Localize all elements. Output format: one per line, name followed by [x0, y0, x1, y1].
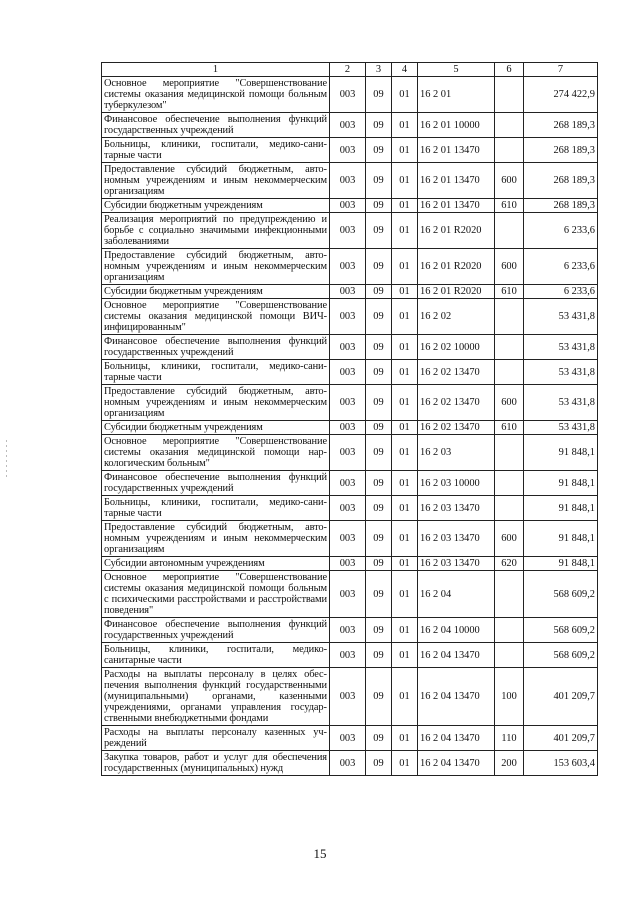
- row-expense-type: 620: [495, 557, 524, 571]
- row-target-article: 16 2 01 13470: [418, 138, 495, 163]
- row-subsection-code: 01: [392, 138, 418, 163]
- row-name: Расходы на выплаты персоналу в целях обеспечения выполнения функций государственными (муниципальными) органами, казенными учреждениями, органами управления государственными внебюджетными фондами: [102, 668, 330, 726]
- row-subsection-code: 01: [392, 496, 418, 521]
- page-number: 15: [313, 846, 327, 861]
- row-amount: 153 603,4: [524, 751, 598, 776]
- table-row: [102, 385, 598, 421]
- table-row: [102, 360, 598, 385]
- row-section-code: 09: [366, 138, 392, 163]
- row-section-code: 09: [366, 471, 392, 496]
- row-amount: 568 609,2: [524, 618, 598, 643]
- table-row: [102, 138, 598, 163]
- row-name: Финансовое обеспечение выполнения функций государственных учреждений: [102, 335, 330, 360]
- header-row: [102, 63, 598, 77]
- row-target-article: 16 2 02 13470: [418, 385, 495, 421]
- row-target-article: 16 2 04 10000: [418, 618, 495, 643]
- row-expense-type: 600: [495, 249, 524, 285]
- row-subsection-code: 01: [392, 726, 418, 751]
- row-name: Финансовое обеспечение выполнения функций государственных учреждений: [102, 471, 330, 496]
- row-name: Предоставление субсидий бюджетным, автономным учреждениям и иным некоммерческим организациям: [102, 163, 330, 199]
- row-target-article: 16 2 03 10000: [418, 471, 495, 496]
- row-expense-type: [495, 571, 524, 618]
- row-amount: 91 848,1: [524, 521, 598, 557]
- row-amount: 91 848,1: [524, 435, 598, 471]
- row-section-code: 09: [366, 113, 392, 138]
- row-amount: 568 609,2: [524, 643, 598, 668]
- row-section-code: 09: [366, 421, 392, 435]
- row-target-article: 16 2 02: [418, 299, 495, 335]
- budget-table: [101, 62, 598, 776]
- row-admin-code: 003: [330, 113, 366, 138]
- row-amount: 6 233,6: [524, 285, 598, 299]
- row-name: Субсидии бюджетным учреждениям: [102, 285, 330, 299]
- row-admin-code: 003: [330, 138, 366, 163]
- table-row: [102, 435, 598, 471]
- row-section-code: 09: [366, 521, 392, 557]
- row-section-code: 09: [366, 163, 392, 199]
- row-expense-type: 200: [495, 751, 524, 776]
- row-subsection-code: 01: [392, 643, 418, 668]
- row-subsection-code: 01: [392, 163, 418, 199]
- row-section-code: 09: [366, 668, 392, 726]
- table-row: [102, 471, 598, 496]
- row-expense-type: [495, 360, 524, 385]
- row-expense-type: [495, 299, 524, 335]
- table-row: [102, 643, 598, 668]
- row-subsection-code: 01: [392, 668, 418, 726]
- table-row: [102, 199, 598, 213]
- row-name: Субсидии автономным учреждениям: [102, 557, 330, 571]
- row-subsection-code: 01: [392, 360, 418, 385]
- row-admin-code: 003: [330, 643, 366, 668]
- header-col-2: 2: [330, 63, 366, 77]
- row-section-code: 09: [366, 335, 392, 360]
- row-expense-type: [495, 471, 524, 496]
- row-section-code: 09: [366, 435, 392, 471]
- row-admin-code: 003: [330, 77, 366, 113]
- row-admin-code: 003: [330, 213, 366, 249]
- row-target-article: 16 2 04 13470: [418, 643, 495, 668]
- row-subsection-code: 01: [392, 385, 418, 421]
- row-expense-type: 600: [495, 521, 524, 557]
- row-name: Больницы, клиники, госпитали, медико-санитарные части: [102, 496, 330, 521]
- row-target-article: 16 2 02 13470: [418, 360, 495, 385]
- table-row: [102, 571, 598, 618]
- row-subsection-code: 01: [392, 521, 418, 557]
- row-name: Предоставление субсидий бюджетным, автономным учреждениям и иным некоммерческим организациям: [102, 521, 330, 557]
- row-admin-code: 003: [330, 421, 366, 435]
- row-subsection-code: 01: [392, 213, 418, 249]
- row-section-code: 09: [366, 496, 392, 521]
- row-section-code: 09: [366, 77, 392, 113]
- row-admin-code: 003: [330, 471, 366, 496]
- table-row: [102, 113, 598, 138]
- row-target-article: 16 2 03 13470: [418, 521, 495, 557]
- table-row: [102, 299, 598, 335]
- row-admin-code: 003: [330, 668, 366, 726]
- row-section-code: 09: [366, 618, 392, 643]
- row-admin-code: 003: [330, 726, 366, 751]
- row-amount: 401 209,7: [524, 726, 598, 751]
- table-row: [102, 668, 598, 726]
- header-col-6: 6: [495, 63, 524, 77]
- row-subsection-code: 01: [392, 435, 418, 471]
- row-name: Больницы, клиники, госпитали, медико-санитарные части: [102, 643, 330, 668]
- row-target-article: 16 2 01 13470: [418, 199, 495, 213]
- row-amount: 53 431,8: [524, 421, 598, 435]
- row-admin-code: 003: [330, 521, 366, 557]
- row-section-code: 09: [366, 643, 392, 668]
- header-col-4: 4: [392, 63, 418, 77]
- row-admin-code: 003: [330, 618, 366, 643]
- header-col-5: 5: [418, 63, 495, 77]
- row-target-article: 16 2 04 13470: [418, 726, 495, 751]
- row-admin-code: 003: [330, 360, 366, 385]
- row-amount: 53 431,8: [524, 360, 598, 385]
- row-name: Предоставление субсидий бюджетным, автономным учреждениям и иным некоммерческим организациям: [102, 385, 330, 421]
- row-amount: 274 422,9: [524, 77, 598, 113]
- row-name: Основное мероприятие "Совершенствование системы оказания медицинской помощи ВИЧ-инфицированным": [102, 299, 330, 335]
- row-admin-code: 003: [330, 163, 366, 199]
- row-subsection-code: 01: [392, 299, 418, 335]
- row-admin-code: 003: [330, 299, 366, 335]
- row-expense-type: [495, 618, 524, 643]
- row-name: Основное мероприятие "Совершенствование системы оказания медицинской помощи наркологическим больным": [102, 435, 330, 471]
- row-amount: 91 848,1: [524, 471, 598, 496]
- row-subsection-code: 01: [392, 421, 418, 435]
- table-row: [102, 285, 598, 299]
- row-target-article: 16 2 01 R2020: [418, 285, 495, 299]
- row-amount: 91 848,1: [524, 496, 598, 521]
- row-admin-code: 003: [330, 285, 366, 299]
- row-expense-type: 610: [495, 421, 524, 435]
- row-amount: 401 209,7: [524, 668, 598, 726]
- row-target-article: 16 2 04 13470: [418, 751, 495, 776]
- row-target-article: 16 2 02 10000: [418, 335, 495, 360]
- row-admin-code: 003: [330, 435, 366, 471]
- row-target-article: 16 2 01 10000: [418, 113, 495, 138]
- row-subsection-code: 01: [392, 557, 418, 571]
- row-name: Реализация мероприятий по предупреждению и борьбе с социально значимыми инфекционными заболеваниями: [102, 213, 330, 249]
- row-section-code: 09: [366, 726, 392, 751]
- row-expense-type: 610: [495, 285, 524, 299]
- row-section-code: 09: [366, 385, 392, 421]
- row-section-code: 09: [366, 557, 392, 571]
- row-amount: 6 233,6: [524, 213, 598, 249]
- row-admin-code: 003: [330, 199, 366, 213]
- table-row: [102, 163, 598, 199]
- row-expense-type: [495, 77, 524, 113]
- row-name: Больницы, клиники, госпитали, медико-санитарные части: [102, 138, 330, 163]
- row-target-article: 16 2 01: [418, 77, 495, 113]
- row-amount: 268 189,3: [524, 163, 598, 199]
- row-name: Основное мероприятие "Совершенствование системы оказания медицинской помощи больным с психическими расстройствами и расстройствами поведения": [102, 571, 330, 618]
- scan-margin-marks: [6, 440, 8, 500]
- table-row: [102, 726, 598, 751]
- row-section-code: 09: [366, 299, 392, 335]
- row-subsection-code: 01: [392, 751, 418, 776]
- row-expense-type: [495, 138, 524, 163]
- row-name: Финансовое обеспечение выполнения функций государственных учреждений: [102, 113, 330, 138]
- row-expense-type: 100: [495, 668, 524, 726]
- row-expense-type: [495, 643, 524, 668]
- row-admin-code: 003: [330, 385, 366, 421]
- row-admin-code: 003: [330, 571, 366, 618]
- table-row: [102, 213, 598, 249]
- row-expense-type: [495, 213, 524, 249]
- row-name: Субсидии бюджетным учреждениям: [102, 421, 330, 435]
- row-section-code: 09: [366, 199, 392, 213]
- table-row: [102, 557, 598, 571]
- table-row: [102, 249, 598, 285]
- row-target-article: 16 2 03 13470: [418, 557, 495, 571]
- table-row: [102, 618, 598, 643]
- row-amount: 53 431,8: [524, 335, 598, 360]
- row-admin-code: 003: [330, 335, 366, 360]
- table-row: [102, 77, 598, 113]
- header-col-1: 1: [102, 63, 330, 77]
- row-amount: 568 609,2: [524, 571, 598, 618]
- row-section-code: 09: [366, 213, 392, 249]
- row-target-article: 16 2 01 R2020: [418, 213, 495, 249]
- row-amount: 53 431,8: [524, 299, 598, 335]
- table-row: [102, 421, 598, 435]
- row-name: Предоставление субсидий бюджетным, автономным учреждениям и иным некоммерческим организациям: [102, 249, 330, 285]
- row-name: Основное мероприятие "Совершенствование системы оказания медицинской помощи больным туберкулезом": [102, 77, 330, 113]
- row-expense-type: 610: [495, 199, 524, 213]
- row-target-article: 16 2 02 13470: [418, 421, 495, 435]
- row-section-code: 09: [366, 571, 392, 618]
- row-subsection-code: 01: [392, 77, 418, 113]
- row-expense-type: 600: [495, 385, 524, 421]
- table-row: [102, 521, 598, 557]
- row-section-code: 09: [366, 285, 392, 299]
- row-subsection-code: 01: [392, 113, 418, 138]
- row-expense-type: [495, 113, 524, 138]
- row-subsection-code: 01: [392, 199, 418, 213]
- row-target-article: 16 2 03 13470: [418, 496, 495, 521]
- header-col-3: 3: [366, 63, 392, 77]
- header-col-7: 7: [524, 63, 598, 77]
- row-amount: 91 848,1: [524, 557, 598, 571]
- row-subsection-code: 01: [392, 285, 418, 299]
- row-amount: 268 189,3: [524, 138, 598, 163]
- row-amount: 6 233,6: [524, 249, 598, 285]
- row-amount: 53 431,8: [524, 385, 598, 421]
- row-subsection-code: 01: [392, 335, 418, 360]
- row-target-article: 16 2 04 13470: [418, 668, 495, 726]
- row-expense-type: 110: [495, 726, 524, 751]
- row-section-code: 09: [366, 751, 392, 776]
- row-section-code: 09: [366, 249, 392, 285]
- row-expense-type: [495, 435, 524, 471]
- row-target-article: 16 2 01 R2020: [418, 249, 495, 285]
- row-subsection-code: 01: [392, 249, 418, 285]
- row-name: Финансовое обеспечение выполнения функций государственных учреждений: [102, 618, 330, 643]
- row-expense-type: 600: [495, 163, 524, 199]
- table-row: [102, 496, 598, 521]
- row-target-article: 16 2 03: [418, 435, 495, 471]
- row-admin-code: 003: [330, 557, 366, 571]
- row-expense-type: [495, 335, 524, 360]
- row-amount: 268 189,3: [524, 199, 598, 213]
- row-admin-code: 003: [330, 249, 366, 285]
- row-expense-type: [495, 496, 524, 521]
- row-name: Больницы, клиники, госпитали, медико-санитарные части: [102, 360, 330, 385]
- row-subsection-code: 01: [392, 471, 418, 496]
- table-row: [102, 751, 598, 776]
- row-admin-code: 003: [330, 496, 366, 521]
- row-subsection-code: 01: [392, 571, 418, 618]
- row-subsection-code: 01: [392, 618, 418, 643]
- row-target-article: 16 2 04: [418, 571, 495, 618]
- row-name: Расходы на выплаты персоналу казенных учреждений: [102, 726, 330, 751]
- table-row: [102, 335, 598, 360]
- row-section-code: 09: [366, 360, 392, 385]
- row-admin-code: 003: [330, 751, 366, 776]
- row-name: Субсидии бюджетным учреждениям: [102, 199, 330, 213]
- row-amount: 268 189,3: [524, 113, 598, 138]
- row-target-article: 16 2 01 13470: [418, 163, 495, 199]
- row-name: Закупка товаров, работ и услуг для обеспечения государственных (муниципальных) нужд: [102, 751, 330, 776]
